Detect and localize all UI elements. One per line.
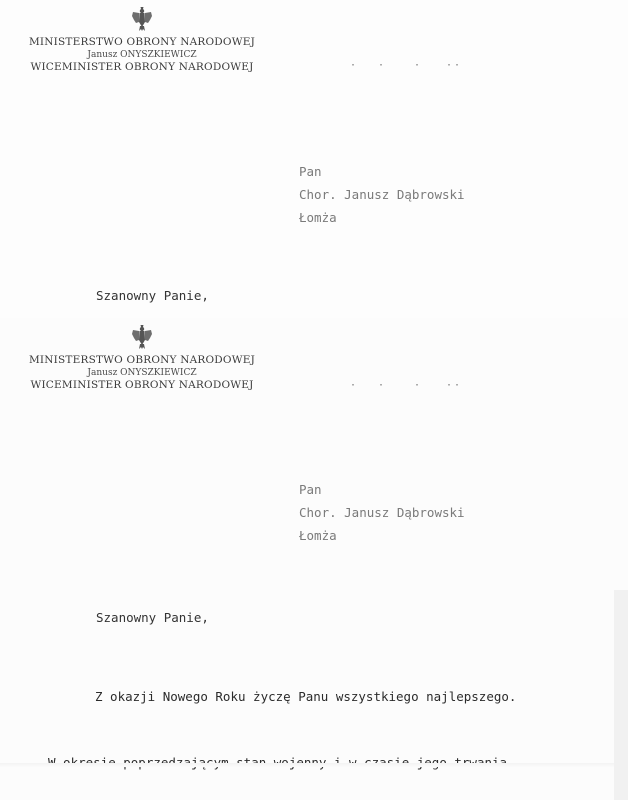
recipient-honorific: Pan — [299, 482, 322, 497]
scan-fold-shadow — [0, 763, 614, 767]
recipient-name: Chor. Janusz Dąbrowski — [299, 505, 465, 520]
signatory-name: Janusz ONYSZKIEWICZ — [87, 368, 197, 378]
letter-paragraph-2 — [48, 776, 524, 800]
recipient-address — [299, 478, 465, 547]
recipient-address — [299, 160, 465, 229]
letter-page-top: MINISTERSTWO OBRONY NARODOWEJ Janusz ONYSZKIEWICZ WICEMINISTER OBRONY NARODOWEJ · · · · · Pan Chor. Janusz Dąbrowski Łomża Szanowny Panie, — [0, 0, 628, 320]
recipient-city: Łomża — [299, 210, 337, 225]
paragraph-line: Z okazji Nowego Roku życzę Panu wszystkiego najlepszego. — [95, 688, 517, 704]
recipient-honorific: Pan — [299, 164, 322, 179]
ministry-name: MINISTERSTWO OBRONY NARODOWEJ — [28, 354, 255, 366]
salutation: Szanowny Panie, — [96, 610, 209, 625]
letterhead — [22, 324, 262, 392]
scan-edge-shadow — [614, 590, 628, 800]
letter-page-bottom: MINISTERSTWO OBRONY NARODOWEJ Janusz ONYSZKIEWICZ WICEMINISTER OBRONY NARODOWEJ · · · · · Pan Chor. Janusz Dąbrowski Łomża Szanowny Panie, Z okazji Nowego Roku życzę Panu wszystkiego najlepszego. — [0, 318, 628, 800]
ministry-name: MINISTERSTWO OBRONY NARODOWEJ — [28, 36, 255, 48]
signatory-title: WICEMINISTER OBRONY NARODOWEJ — [30, 61, 254, 73]
salutation: Szanowny Panie, — [96, 288, 209, 303]
eagle-emblem-icon — [131, 6, 153, 32]
eagle-emblem-icon — [131, 324, 153, 350]
signatory-title: WICEMINISTER OBRONY NARODOWEJ — [30, 379, 254, 391]
recipient-city: Łomża — [299, 528, 337, 543]
signatory-name: Janusz ONYSZKIEWICZ — [87, 50, 197, 60]
recipient-name: Chor. Janusz Dąbrowski — [299, 187, 465, 202]
letterhead — [22, 6, 262, 74]
